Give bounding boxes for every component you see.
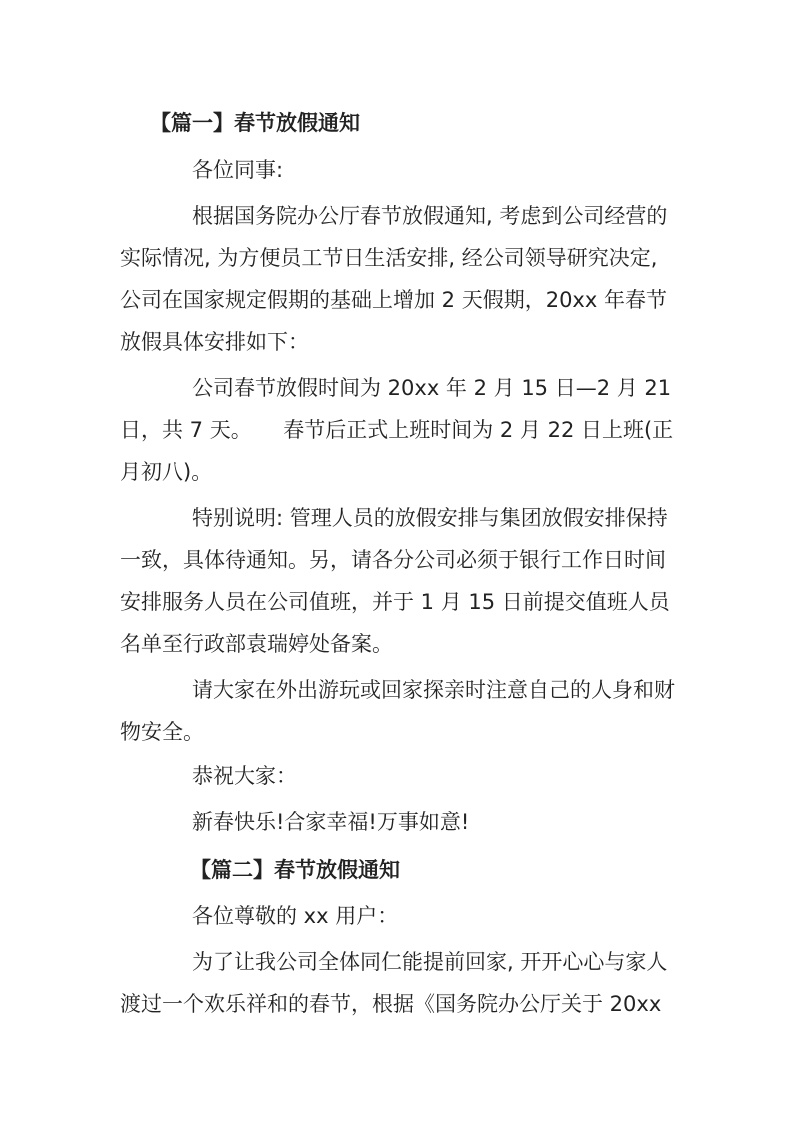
section-2-heading: 【篇二】春节放假通知: [190, 858, 400, 882]
section-2-paragraph-1: 为了让我公司全体同仁能提前回家, 开开心心与家人渡过一个欢乐祥和的春节，根据《国务院办公厅关于 20xx: [120, 950, 668, 1016]
section-1-closing-greeting: 恭祝大家：: [192, 764, 297, 788]
section-1-heading: 【篇一】春节放假通知: [150, 111, 360, 135]
section-1-greeting: 各位同事:: [192, 158, 284, 182]
section-1-paragraph-1: 根据国务院办公厅春节放假通知, 考虑到公司经营的实际情况, 为方便员工节日生活安排, 经公司领导研究决定, 公司在国家规定假期的基础上增加 2 天假期，20xx 年春节放假具体安排如下：: [120, 204, 668, 354]
section-1-paragraph-4: 请大家在外出游玩或回家探亲时注意自己的人身和财物安全。: [120, 678, 675, 744]
section-1-paragraph-3: 特别说明: 管理人员的放假安排与集团放假安排保持一致，具体待通知。另，请各分公司必须于银行工作日时间安排服务人员在公司值班，并于 1 月 15 日前提交值班人员名单至行政部袁瑞婷处备案。: [120, 506, 670, 656]
section-1-closing-wishes: 新春快乐!合家幸福!万事如意!: [192, 810, 470, 834]
section-2-greeting: 各位尊敬的 xx 用户：: [192, 904, 399, 928]
section-1-paragraph-2: 公司春节放假时间为 20xx 年 2 月 15 日—2 月 21 日，共 7 天。 春节后正式上班时间为 2 月 22 日上班(正月初八)。: [120, 376, 674, 484]
